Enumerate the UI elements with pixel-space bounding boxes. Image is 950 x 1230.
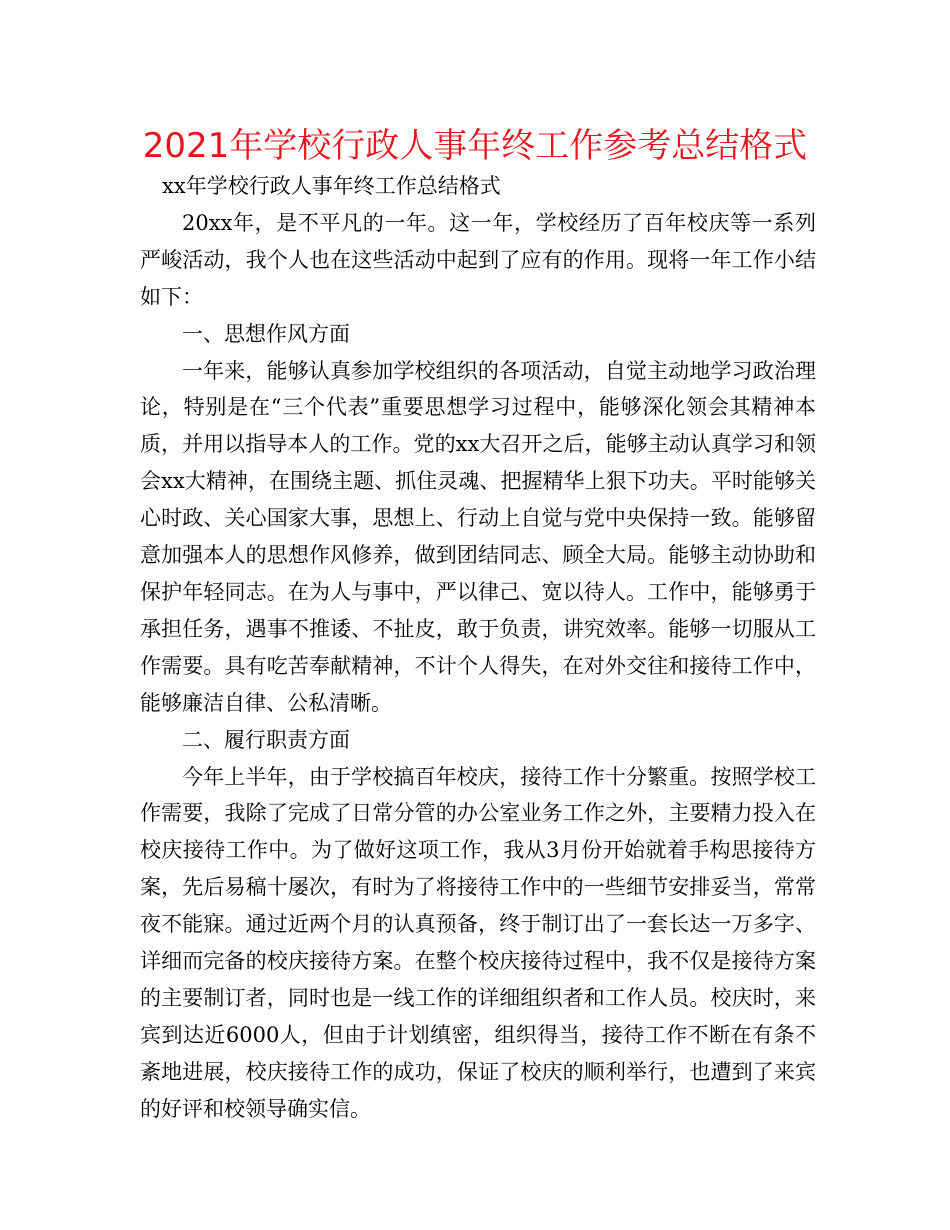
document-subtitle: xx年学校行政人事年终工作总结格式	[162, 174, 501, 198]
document-title: 2021年学校行政人事年终工作参考总结格式	[142, 126, 808, 166]
paragraph-ideology: 一年来，能够认真参加学校组织的各项活动，自觉主动地学习政治理论，特别是在“三个代表”重要思想学习过程中，能够深化领会其精神本质，并用以指导本人的工作。党的xx大召开之后，能够主动认真学习和领会xx大精神，在围绕主题、抓住灵魂、把握精华上狠下功夫。平时能够关心时政、关心国家大事，思想上、行动上自觉与党中央保持一致。能够留意加强本人的思想作风修养，做到团结同志、顾全大局。能够主动协助和保护年轻同志。在为人与事中，严以律己、宽以待人。工作中，能够勇于承担任务，遇事不推诿、不扯皮，敢于负责，讲究效率。能够一切服从工作需要。具有吃苦奉献精神，不计个人得失，在对外交往和接待工作中，能够廉洁自律、公私清晰。	[140, 358, 816, 715]
paragraph-duties: 今年上半年，由于学校搞百年校庆，接待工作十分繁重。按照学校工作需要，我除了完成了日常分管的办公室业务工作之外，主要精力投入在校庆接待工作中。为了做好这项工作，我从3月份开始就着手构思接待方案，先后易稿十屡次，有时为了将接待工作中的一些细节安排妥当，常常夜不能寐。通过近两个月的认真预备，终于制订出了一套长达一万多字、详细而完备的校庆接待方案。在整个校庆接待过程中，我不仅是接待方案的主要制订者，同时也是一线工作的详细组织者和工作人员。校庆时，来宾到达近6000人，但由于计划缜密，组织得当，接待工作不断在有条不紊地进展，校庆接待工作的成功，保证了校庆的顺利举行，也遭到了来宾的好评和校领导确实信。	[140, 764, 816, 1121]
section-heading-duties: 二、履行职责方面	[182, 727, 350, 752]
paragraph-intro: 20xx年，是不平凡的一年。这一年，学校经历了百年校庆等一系列严峻活动，我个人也在这些活动中起到了应有的作用。现将一年工作小结如下：	[140, 210, 816, 309]
section-heading-ideology: 一、思想作风方面	[182, 321, 350, 346]
document-body	[140, 168, 816, 1128]
